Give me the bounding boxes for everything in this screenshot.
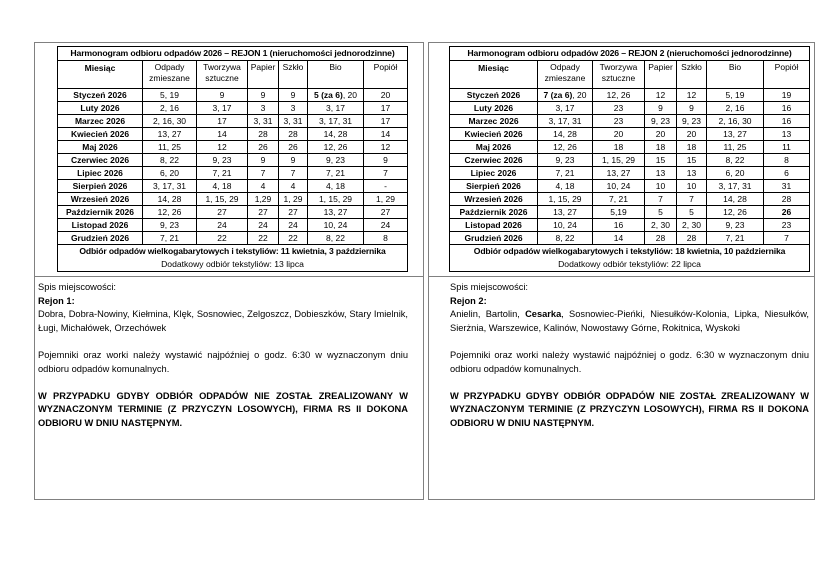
column-header: Papier <box>645 61 677 89</box>
column-header: Papier <box>248 61 279 89</box>
table-row <box>450 89 810 102</box>
date-cell: 1, 29 <box>279 193 308 206</box>
date-cell: 8 <box>364 232 408 245</box>
column-header: Miesiąc <box>450 61 538 89</box>
table-row <box>58 128 408 141</box>
date-cell: 4 <box>279 180 308 193</box>
date-cell: 12 <box>677 89 707 102</box>
date-cell: 26 <box>279 141 308 154</box>
date-cell: 14 <box>364 128 408 141</box>
column-header: Odpady zmieszane <box>143 61 197 89</box>
date-cell: 1, 15, 29 <box>538 193 593 206</box>
date-cell: 5 <box>645 206 677 219</box>
date-cell: 13, 27 <box>538 206 593 219</box>
date-cell: 11, 25 <box>143 141 197 154</box>
date-cell: 14, 28 <box>143 193 197 206</box>
date-cell: 3, 17 <box>538 102 593 115</box>
date-cell: 24 <box>364 219 408 232</box>
date-cell: 16 <box>593 219 645 232</box>
table-row <box>450 167 810 180</box>
schedule-title: Harmonogram odbioru odpadów 2026 – REJON 1 (nieruchomości jednorodzinne) <box>58 47 408 61</box>
date-cell: 27 <box>364 206 408 219</box>
date-cell: 9, 23 <box>707 219 764 232</box>
month-cell: Maj 2026 <box>450 141 538 154</box>
text-segment: , 20 <box>342 90 357 100</box>
month-cell: Marzec 2026 <box>58 115 143 128</box>
rejon2-table-host <box>449 46 814 272</box>
text-segment: Dobra, Dobra-Nowiny, Kiełmina, Klęk, Sosnowiec, Zelgoszcz, Dobieszków, Stary Imielnik, Ługi, Michałówek, Orzechówek <box>38 309 408 333</box>
table-row <box>58 167 408 180</box>
rejon1-table-host <box>57 46 423 272</box>
bold-text-segment: 26 <box>781 207 792 217</box>
date-cell: 18 <box>677 141 707 154</box>
date-cell: 10, 24 <box>538 219 593 232</box>
date-cell: 12 <box>364 141 408 154</box>
date-cell: 1, 29 <box>364 193 408 206</box>
month-cell: Listopad 2026 <box>58 219 143 232</box>
region-label: Rejon 1: <box>38 295 75 306</box>
date-cell: 7 <box>364 167 408 180</box>
date-cell: 12 <box>645 89 677 102</box>
date-cell: 10 <box>677 180 707 193</box>
column-header: Tworzywa sztuczne <box>197 61 248 89</box>
date-cell: 9, 23 <box>645 115 677 128</box>
table-row <box>58 115 408 128</box>
column-header: Szkło <box>279 61 308 89</box>
column-header: Bio <box>707 61 764 89</box>
month-cell: Luty 2026 <box>58 102 143 115</box>
month-cell: Lipiec 2026 <box>58 167 143 180</box>
date-cell: 3, 31 <box>248 115 279 128</box>
date-cell: 9 <box>248 89 279 102</box>
bold-text-segment: 7 (za 6) <box>543 90 573 100</box>
month-cell: Październik 2026 <box>450 206 538 219</box>
date-cell: 10 <box>645 180 677 193</box>
column-header: Popiół <box>764 61 810 89</box>
date-cell: 27 <box>197 206 248 219</box>
text-segment: , Sosnowiec-Pieńki, Niesułków-Kolonia, Lipka, Niesułków, Sierżnia, Warszewice, Kalinów, Nowostawy Górne, Rokitnica, Wyskoki <box>450 309 810 333</box>
month-cell: Sierpień 2026 <box>450 180 538 193</box>
date-cell: 23 <box>764 219 810 232</box>
month-cell: Maj 2026 <box>58 141 143 154</box>
date-cell: 14 <box>197 128 248 141</box>
date-cell: 18 <box>593 141 645 154</box>
header-row <box>450 61 810 89</box>
table-row <box>58 219 408 232</box>
date-cell: 9, 23 <box>538 154 593 167</box>
date-cell: 28 <box>677 232 707 245</box>
month-cell: Kwiecień 2026 <box>450 128 538 141</box>
localities-list <box>38 308 408 335</box>
table-row <box>58 193 408 206</box>
table-row <box>58 89 408 102</box>
date-cell: 7 <box>764 232 810 245</box>
date-cell: 14, 28 <box>308 128 364 141</box>
rejon1-panel <box>34 42 424 500</box>
month-cell: Czerwiec 2026 <box>58 154 143 167</box>
date-cell: 2, 16, 30 <box>143 115 197 128</box>
localities-list <box>450 308 809 335</box>
date-cell: 12, 26 <box>707 206 764 219</box>
date-cell: 9, 23 <box>677 115 707 128</box>
date-cell: 26 <box>248 141 279 154</box>
date-cell: 3, 17, 31 <box>143 180 197 193</box>
date-cell <box>538 89 593 102</box>
date-cell: 12, 26 <box>538 141 593 154</box>
date-cell: 23 <box>593 115 645 128</box>
rejon1-schedule-cell <box>35 43 423 277</box>
rejon2-panel <box>428 42 815 500</box>
title-row <box>58 47 408 61</box>
month-cell: Sierpień 2026 <box>58 180 143 193</box>
column-header: Szkło <box>677 61 707 89</box>
date-cell: 17 <box>364 102 408 115</box>
bulky-waste-note: Odbiór odpadów wielkogabarytowych i tekstyliów: 18 kwietnia, 10 października <box>473 246 786 256</box>
date-cell: 9 <box>645 102 677 115</box>
containers-note: Pojemniki oraz worki należy wystawić najpóźniej o godz. 6:30 w wyznaczonym dniu odbioru odpadów komunalnych. <box>38 349 408 374</box>
date-cell: 7, 21 <box>593 193 645 206</box>
date-cell: 12 <box>197 141 248 154</box>
date-cell: 7, 21 <box>197 167 248 180</box>
date-cell: 8, 22 <box>308 232 364 245</box>
date-cell: 15 <box>677 154 707 167</box>
column-header: Tworzywa sztuczne <box>593 61 645 89</box>
date-cell: 23 <box>593 102 645 115</box>
date-cell: 9, 23 <box>308 154 364 167</box>
date-cell: 3 <box>279 102 308 115</box>
column-header: Popiół <box>364 61 408 89</box>
footer-row <box>450 245 810 272</box>
date-cell: 2, 30 <box>677 219 707 232</box>
date-cell: 20 <box>593 128 645 141</box>
date-cell: 31 <box>764 180 810 193</box>
date-cell: 7, 21 <box>308 167 364 180</box>
date-cell: 8, 22 <box>538 232 593 245</box>
table-row <box>450 232 810 245</box>
date-cell: 9 <box>677 102 707 115</box>
date-cell: 9 <box>248 154 279 167</box>
rejon1-schedule-table <box>57 46 408 272</box>
date-cell: 8, 22 <box>707 154 764 167</box>
date-cell: 7, 21 <box>538 167 593 180</box>
table-row <box>450 206 810 219</box>
date-cell: 7 <box>645 193 677 206</box>
rejon2-info-cell <box>429 277 814 431</box>
date-cell: 13 <box>764 128 810 141</box>
missed-collection-notice: W PRZYPADKU GDYBY ODBIÓR ODPADÓW NIE ZOSTAŁ ZREALIZOWANY W WYZNACZONYM TERMINIE (Z PRZYCZYN LOSOWYCH), FIRMA RS II DOKONA ODBIORU W DNIU NASTĘPNYM. <box>450 390 809 428</box>
localities-heading: Spis miejscowości: <box>450 282 529 292</box>
date-cell: 13, 27 <box>308 206 364 219</box>
date-cell: 2, 16 <box>707 102 764 115</box>
date-cell <box>764 206 810 219</box>
rejon2-schedule-cell <box>429 43 814 277</box>
date-cell: 3, 17 <box>308 102 364 115</box>
date-cell: 3, 17, 31 <box>538 115 593 128</box>
month-cell: Grudzień 2026 <box>58 232 143 245</box>
date-cell: 1, 15, 29 <box>197 193 248 206</box>
table-row <box>450 180 810 193</box>
date-cell <box>308 89 364 102</box>
date-cell: 4, 18 <box>197 180 248 193</box>
date-cell: 9, 23 <box>143 219 197 232</box>
month-cell: Październik 2026 <box>58 206 143 219</box>
month-cell: Listopad 2026 <box>450 219 538 232</box>
rejon2-schedule-table <box>449 46 810 272</box>
date-cell: 3, 17 <box>197 102 248 115</box>
date-cell: 3 <box>248 102 279 115</box>
date-cell: 14, 28 <box>707 193 764 206</box>
date-cell: 11, 25 <box>707 141 764 154</box>
date-cell: 4, 18 <box>308 180 364 193</box>
date-cell: 12, 26 <box>593 89 645 102</box>
table-row <box>450 128 810 141</box>
date-cell: 27 <box>279 206 308 219</box>
date-cell: 4, 18 <box>538 180 593 193</box>
table-row <box>58 154 408 167</box>
missed-collection-notice: W PRZYPADKU GDYBY ODBIÓR ODPADÓW NIE ZOSTAŁ ZREALIZOWANY W WYZNACZONYM TERMINIE (Z PRZYCZYN LOSOWYCH), FIRMA RS II DOKONA ODBIORU W DNIU NASTĘPNYM. <box>38 390 408 428</box>
table-row <box>58 102 408 115</box>
table-row <box>58 141 408 154</box>
date-cell: 17 <box>197 115 248 128</box>
date-cell: 15 <box>645 154 677 167</box>
month-cell: Lipiec 2026 <box>450 167 538 180</box>
date-cell: 10, 24 <box>593 180 645 193</box>
date-cell: 13 <box>677 167 707 180</box>
date-cell: 24 <box>197 219 248 232</box>
footer-row <box>58 245 408 272</box>
containers-note: Pojemniki oraz worki należy wystawić najpóźniej o godz. 6:30 w wyznaczonym dniu odbioru odpadów komunalnych. <box>450 349 809 374</box>
table-row <box>450 102 810 115</box>
month-cell: Wrzesień 2026 <box>450 193 538 206</box>
date-cell: 16 <box>764 115 810 128</box>
date-cell: 20 <box>677 128 707 141</box>
date-cell: 22 <box>197 232 248 245</box>
date-cell: 7 <box>279 167 308 180</box>
date-cell: 2, 16, 30 <box>707 115 764 128</box>
date-cell: 9 <box>279 89 308 102</box>
column-header: Odpady zmieszane <box>538 61 593 89</box>
date-cell: 28 <box>645 232 677 245</box>
table-row <box>450 219 810 232</box>
date-cell: 12, 26 <box>143 206 197 219</box>
column-header: Miesiąc <box>58 61 143 89</box>
date-cell: 6 <box>764 167 810 180</box>
month-cell: Kwiecień 2026 <box>58 128 143 141</box>
footer-cell <box>58 245 408 272</box>
month-cell: Styczeń 2026 <box>450 89 538 102</box>
date-cell: 20 <box>364 89 408 102</box>
date-cell: 5,19 <box>593 206 645 219</box>
text-segment: , 20 <box>572 90 587 100</box>
date-cell: 8 <box>764 154 810 167</box>
date-cell: 7, 21 <box>707 232 764 245</box>
date-cell: 6, 20 <box>143 167 197 180</box>
month-cell: Luty 2026 <box>450 102 538 115</box>
column-header: Bio <box>308 61 364 89</box>
header-row <box>58 61 408 89</box>
date-cell: 3, 17, 31 <box>308 115 364 128</box>
date-cell: 14, 28 <box>538 128 593 141</box>
date-cell: 10, 24 <box>308 219 364 232</box>
date-cell: 1, 15, 29 <box>308 193 364 206</box>
table-row <box>58 206 408 219</box>
bulky-waste-note: Odbiór odpadów wielkogabarytowych i tekstyliów: 11 kwietnia, 3 października <box>79 246 386 256</box>
date-cell: 5, 19 <box>707 89 764 102</box>
date-cell: 7, 21 <box>143 232 197 245</box>
date-cell: 7 <box>248 167 279 180</box>
table-row <box>58 180 408 193</box>
text-segment: Anielin, Bartolin, <box>450 309 526 320</box>
textiles-note: Dodatkowy odbiór tekstyliów: 13 lipca <box>161 259 304 269</box>
date-cell: 14 <box>593 232 645 245</box>
title-row <box>450 47 810 61</box>
date-cell: 9 <box>364 154 408 167</box>
date-cell: 16 <box>764 102 810 115</box>
date-cell: 17 <box>364 115 408 128</box>
month-cell: Marzec 2026 <box>450 115 538 128</box>
date-cell: 22 <box>279 232 308 245</box>
date-cell: 12, 26 <box>308 141 364 154</box>
table-row <box>450 154 810 167</box>
date-cell: 9, 23 <box>197 154 248 167</box>
date-cell: 24 <box>248 219 279 232</box>
month-cell: Wrzesień 2026 <box>58 193 143 206</box>
table-row <box>450 115 810 128</box>
date-cell: 28 <box>248 128 279 141</box>
date-cell: 18 <box>645 141 677 154</box>
date-cell: 5, 19 <box>143 89 197 102</box>
table-row <box>58 232 408 245</box>
date-cell: 13, 27 <box>707 128 764 141</box>
rejon1-info-cell <box>35 277 423 431</box>
date-cell: 1, 15, 29 <box>593 154 645 167</box>
date-cell: 3, 17, 31 <box>707 180 764 193</box>
date-cell: 6, 20 <box>707 167 764 180</box>
date-cell: 9 <box>279 154 308 167</box>
month-cell: Styczeń 2026 <box>58 89 143 102</box>
date-cell: 2, 16 <box>143 102 197 115</box>
month-cell: Czerwiec 2026 <box>450 154 538 167</box>
date-cell: 28 <box>279 128 308 141</box>
date-cell: 2, 30 <box>645 219 677 232</box>
date-cell: 5 <box>677 206 707 219</box>
table-row <box>450 193 810 206</box>
region-label: Rejon 2: <box>450 295 487 306</box>
bold-text-segment: 5 (za 6) <box>313 90 343 100</box>
date-cell: 19 <box>764 89 810 102</box>
date-cell: 27 <box>248 206 279 219</box>
date-cell: 20 <box>645 128 677 141</box>
date-cell: 7 <box>677 193 707 206</box>
schedule-title: Harmonogram odbioru odpadów 2026 – REJON 2 (nieruchomości jednorodzinne) <box>450 47 810 61</box>
month-cell: Grudzień 2026 <box>450 232 538 245</box>
localities-heading: Spis miejscowości: <box>38 282 117 292</box>
date-cell: 13, 27 <box>143 128 197 141</box>
date-cell: - <box>364 180 408 193</box>
date-cell: 1,29 <box>248 193 279 206</box>
footer-cell <box>450 245 810 272</box>
date-cell: 11 <box>764 141 810 154</box>
date-cell: 8, 22 <box>143 154 197 167</box>
date-cell: 28 <box>764 193 810 206</box>
date-cell: 24 <box>279 219 308 232</box>
date-cell: 22 <box>248 232 279 245</box>
textiles-note: Dodatkowy odbiór tekstyliów: 22 lipca <box>558 259 701 269</box>
table-row <box>450 141 810 154</box>
date-cell: 13, 27 <box>593 167 645 180</box>
date-cell: 3, 31 <box>279 115 308 128</box>
bold-text-segment: Cesarka <box>525 309 562 320</box>
date-cell: 4 <box>248 180 279 193</box>
date-cell: 9 <box>197 89 248 102</box>
date-cell: 13 <box>645 167 677 180</box>
